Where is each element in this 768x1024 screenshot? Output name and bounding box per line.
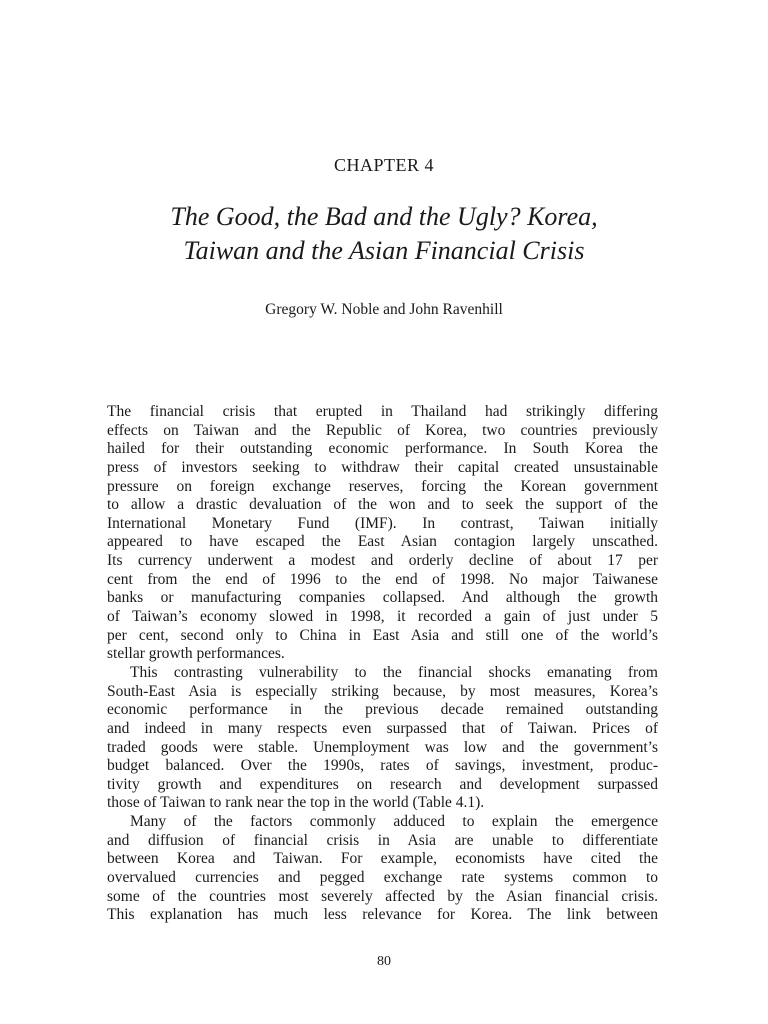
body-line: some of the countries most severely affected by the Asian financial crisis. xyxy=(107,887,658,905)
body-line: Its currency underwent a modest and orderly decline of about 17 per xyxy=(107,552,658,570)
body-line: South-East Asia is especially striking because, by most measures, Korea’s xyxy=(107,682,658,700)
chapter-authors: Gregory W. Noble and John Ravenhill xyxy=(265,301,503,318)
body-line: This contrasting vulnerability to the financial shocks emanating from xyxy=(130,663,658,681)
body-line: Many of the factors commonly adduced to explain the emergence xyxy=(130,813,658,831)
body-line: and indeed in many respects even surpassed that of Taiwan. Prices of xyxy=(107,719,658,737)
body-line: pressure on foreign exchange reserves, forcing the Korean government xyxy=(107,477,658,495)
body-line: those of Taiwan to rank near the top in the world (Table 4.1). xyxy=(107,794,485,812)
chapter-title-line-1: The Good, the Bad and the Ugly? Korea, xyxy=(170,202,598,231)
page-number: 80 xyxy=(377,954,391,969)
body-line: and diffusion of financial crisis in Asia are unable to differentiate xyxy=(107,831,658,849)
chapter-label: CHAPTER 4 xyxy=(333,155,434,175)
body-line: effects on Taiwan and the Republic of Korea, two countries previously xyxy=(107,421,658,439)
body-line: per cent, second only to China in East Asia and still one of the world’s xyxy=(107,626,658,644)
chapter-title-line-2: Taiwan and the Asian Financial Crisis xyxy=(183,236,585,265)
body-line: traded goods were stable. Unemployment was low and the government’s xyxy=(107,738,658,756)
body-line: of Taiwan’s economy slowed in 1998, it recorded a gain of just under 5 xyxy=(107,608,658,626)
body-line: hailed for their outstanding economic performance. In South Korea the xyxy=(107,440,658,458)
body-line: budget balanced. Over the 1990s, rates of savings, investment, produc- xyxy=(107,757,658,775)
body-line: tivity growth and expenditures on research and development surpassed xyxy=(107,775,658,793)
body-line: cent from the end of 1996 to the end of 1998. No major Taiwanese xyxy=(107,570,658,588)
body-line: International Monetary Fund (IMF). In contrast, Taiwan initially xyxy=(107,514,658,532)
chapter-title xyxy=(0,200,768,268)
body-line: appeared to have escaped the East Asian contagion largely unscathed. xyxy=(107,533,658,551)
body-line: banks or manufacturing companies collapsed. And although the growth xyxy=(107,589,658,607)
body-line: This explanation has much less relevance for Korea. The link between xyxy=(107,906,658,924)
body-line: overvalued currencies and pegged exchange rate systems common to xyxy=(107,869,658,887)
body-line: press of investors seeking to withdraw their capital created unsustainable xyxy=(107,458,658,476)
body-text xyxy=(107,403,658,925)
body-line: The financial crisis that erupted in Thailand had strikingly differing xyxy=(107,403,658,420)
body-line: to allow a drastic devaluation of the won and to seek the support of the xyxy=(107,496,658,514)
body-line: economic performance in the previous decade remained outstanding xyxy=(107,701,658,719)
body-line: stellar growth performances. xyxy=(107,645,285,663)
body-line: between Korea and Taiwan. For example, economists have cited the xyxy=(107,850,658,868)
